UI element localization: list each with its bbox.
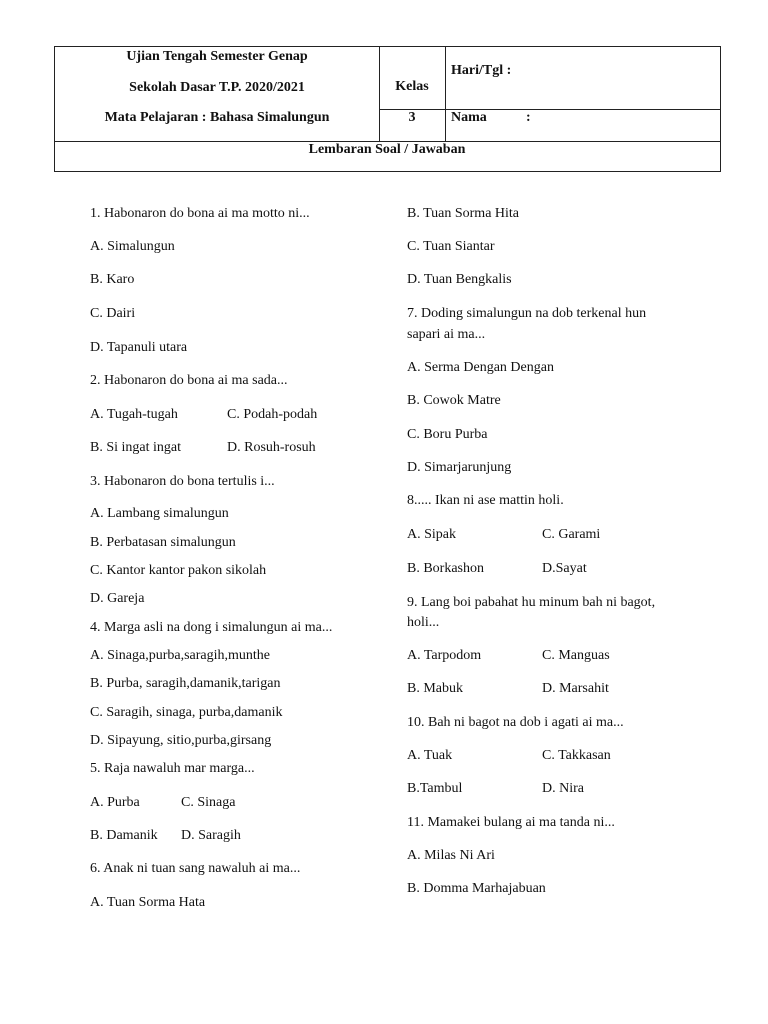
answer-1a: A. Simalungun (90, 239, 175, 254)
answer-2a: A. Tugah-tugah (90, 407, 178, 422)
hari-tgl-label: Hari/Tgl : (451, 63, 512, 78)
answer-5a: A. Purba (90, 795, 140, 810)
question-9-line1: 9. Lang boi pabahat hu minum bah ni bagot, (407, 595, 656, 610)
kelas-label: Kelas (395, 79, 429, 94)
question-8: 8..... Ikan ni ase mattin holi. (407, 493, 564, 508)
kelas-value: 3 (408, 110, 416, 125)
answer-4d: D. Sipayung, sitio,purba,girsang (90, 733, 272, 748)
answer-8a: A. Sipak (407, 527, 456, 542)
answer-8b: B. Borkashon (407, 561, 484, 576)
exam-header (54, 46, 721, 172)
question-1: 1. Habonaron do bona ai ma motto ni... (90, 206, 310, 221)
answer-4b: B. Purba, saragih,damanik,tarigan (90, 676, 281, 691)
answer-3d: D. Gareja (90, 591, 145, 606)
question-11: 11. Mamakei bulang ai ma tanda ni... (407, 815, 615, 830)
answer-7a: A. Serma Dengan Dengan (407, 360, 554, 375)
question-3: 3. Habonaron do bona tertulis i... (90, 474, 275, 489)
question-7-line1: 7. Doding simalungun na dob terkenal hun (407, 306, 647, 321)
sheet-title: Lembaran Soal / Jawaban (308, 142, 466, 157)
question-9-line2: holi... (407, 615, 440, 630)
answer-6b: B. Tuan Sorma Hita (407, 206, 520, 221)
question-5: 5. Raja nawaluh mar marga... (90, 761, 255, 776)
answer-4a: A. Sinaga,purba,saragih,munthe (90, 648, 271, 663)
answer-5b: B. Damanik (90, 828, 158, 843)
nama-colon: : (526, 110, 531, 125)
question-4: 4. Marga asli na dong i simalungun ai ma... (90, 620, 333, 635)
answer-8c: C. Garami (542, 527, 601, 542)
answer-6d: D. Tuan Bengkalis (407, 272, 512, 287)
answer-9c: C. Manguas (542, 648, 610, 663)
answer-8d: D.Sayat (542, 561, 587, 576)
answer-1d: D. Tapanuli utara (90, 340, 188, 355)
answer-10d: D. Nira (542, 781, 584, 796)
answer-9a: A. Tarpodom (407, 648, 482, 663)
answer-4c: C. Saragih, sinaga, purba,damanik (90, 705, 283, 720)
question-7-line2: sapari ai ma... (407, 327, 486, 342)
school-year: Sekolah Dasar T.P. 2020/2021 (129, 80, 305, 95)
answer-3c: C. Kantor kantor pakon sikolah (90, 563, 267, 578)
answer-10a: A. Tuak (407, 748, 453, 763)
answer-6a: A. Tuan Sorma Hata (90, 895, 206, 910)
answer-5c: C. Sinaga (181, 795, 236, 810)
answer-2c: C. Podah-podah (227, 407, 318, 422)
answer-11a: A. Milas Ni Ari (407, 848, 495, 863)
answer-7d: D. Simarjarunjung (407, 460, 512, 475)
subject-title: Mata Pelajaran : Bahasa Simalungun (104, 110, 330, 125)
header-kelas-cell (379, 46, 446, 110)
answer-2b: B. Si ingat ingat (90, 440, 181, 455)
answer-7b: B. Cowok Matre (407, 393, 501, 408)
answer-9d: D. Marsahit (542, 681, 609, 696)
nama-label: Nama (451, 110, 487, 125)
question-6: 6. Anak ni tuan sang nawaluh ai ma... (90, 861, 301, 876)
answer-9b: B. Mabuk (407, 681, 463, 696)
answer-3a: A. Lambang simalungun (90, 506, 229, 521)
answer-1c: C. Dairi (90, 306, 136, 321)
answer-10b: B.Tambul (407, 781, 463, 796)
answer-10c: C. Takkasan (542, 748, 611, 763)
answer-2d: D. Rosuh-rosuh (227, 440, 316, 455)
question-2: 2. Habonaron do bona ai ma sada... (90, 373, 288, 388)
question-10: 10. Bah ni bagot na dob i agati ai ma... (407, 715, 624, 730)
answer-5d: D. Saragih (181, 828, 241, 843)
answer-1b: B. Karo (90, 272, 135, 287)
exam-title: Ujian Tengah Semester Genap (126, 49, 308, 64)
answer-6c: C. Tuan Siantar (407, 239, 495, 254)
answer-3b: B. Perbatasan simalungun (90, 535, 236, 550)
answer-11b: B. Domma Marhajabuan (407, 881, 546, 896)
answer-7c: C. Boru Purba (407, 427, 488, 442)
